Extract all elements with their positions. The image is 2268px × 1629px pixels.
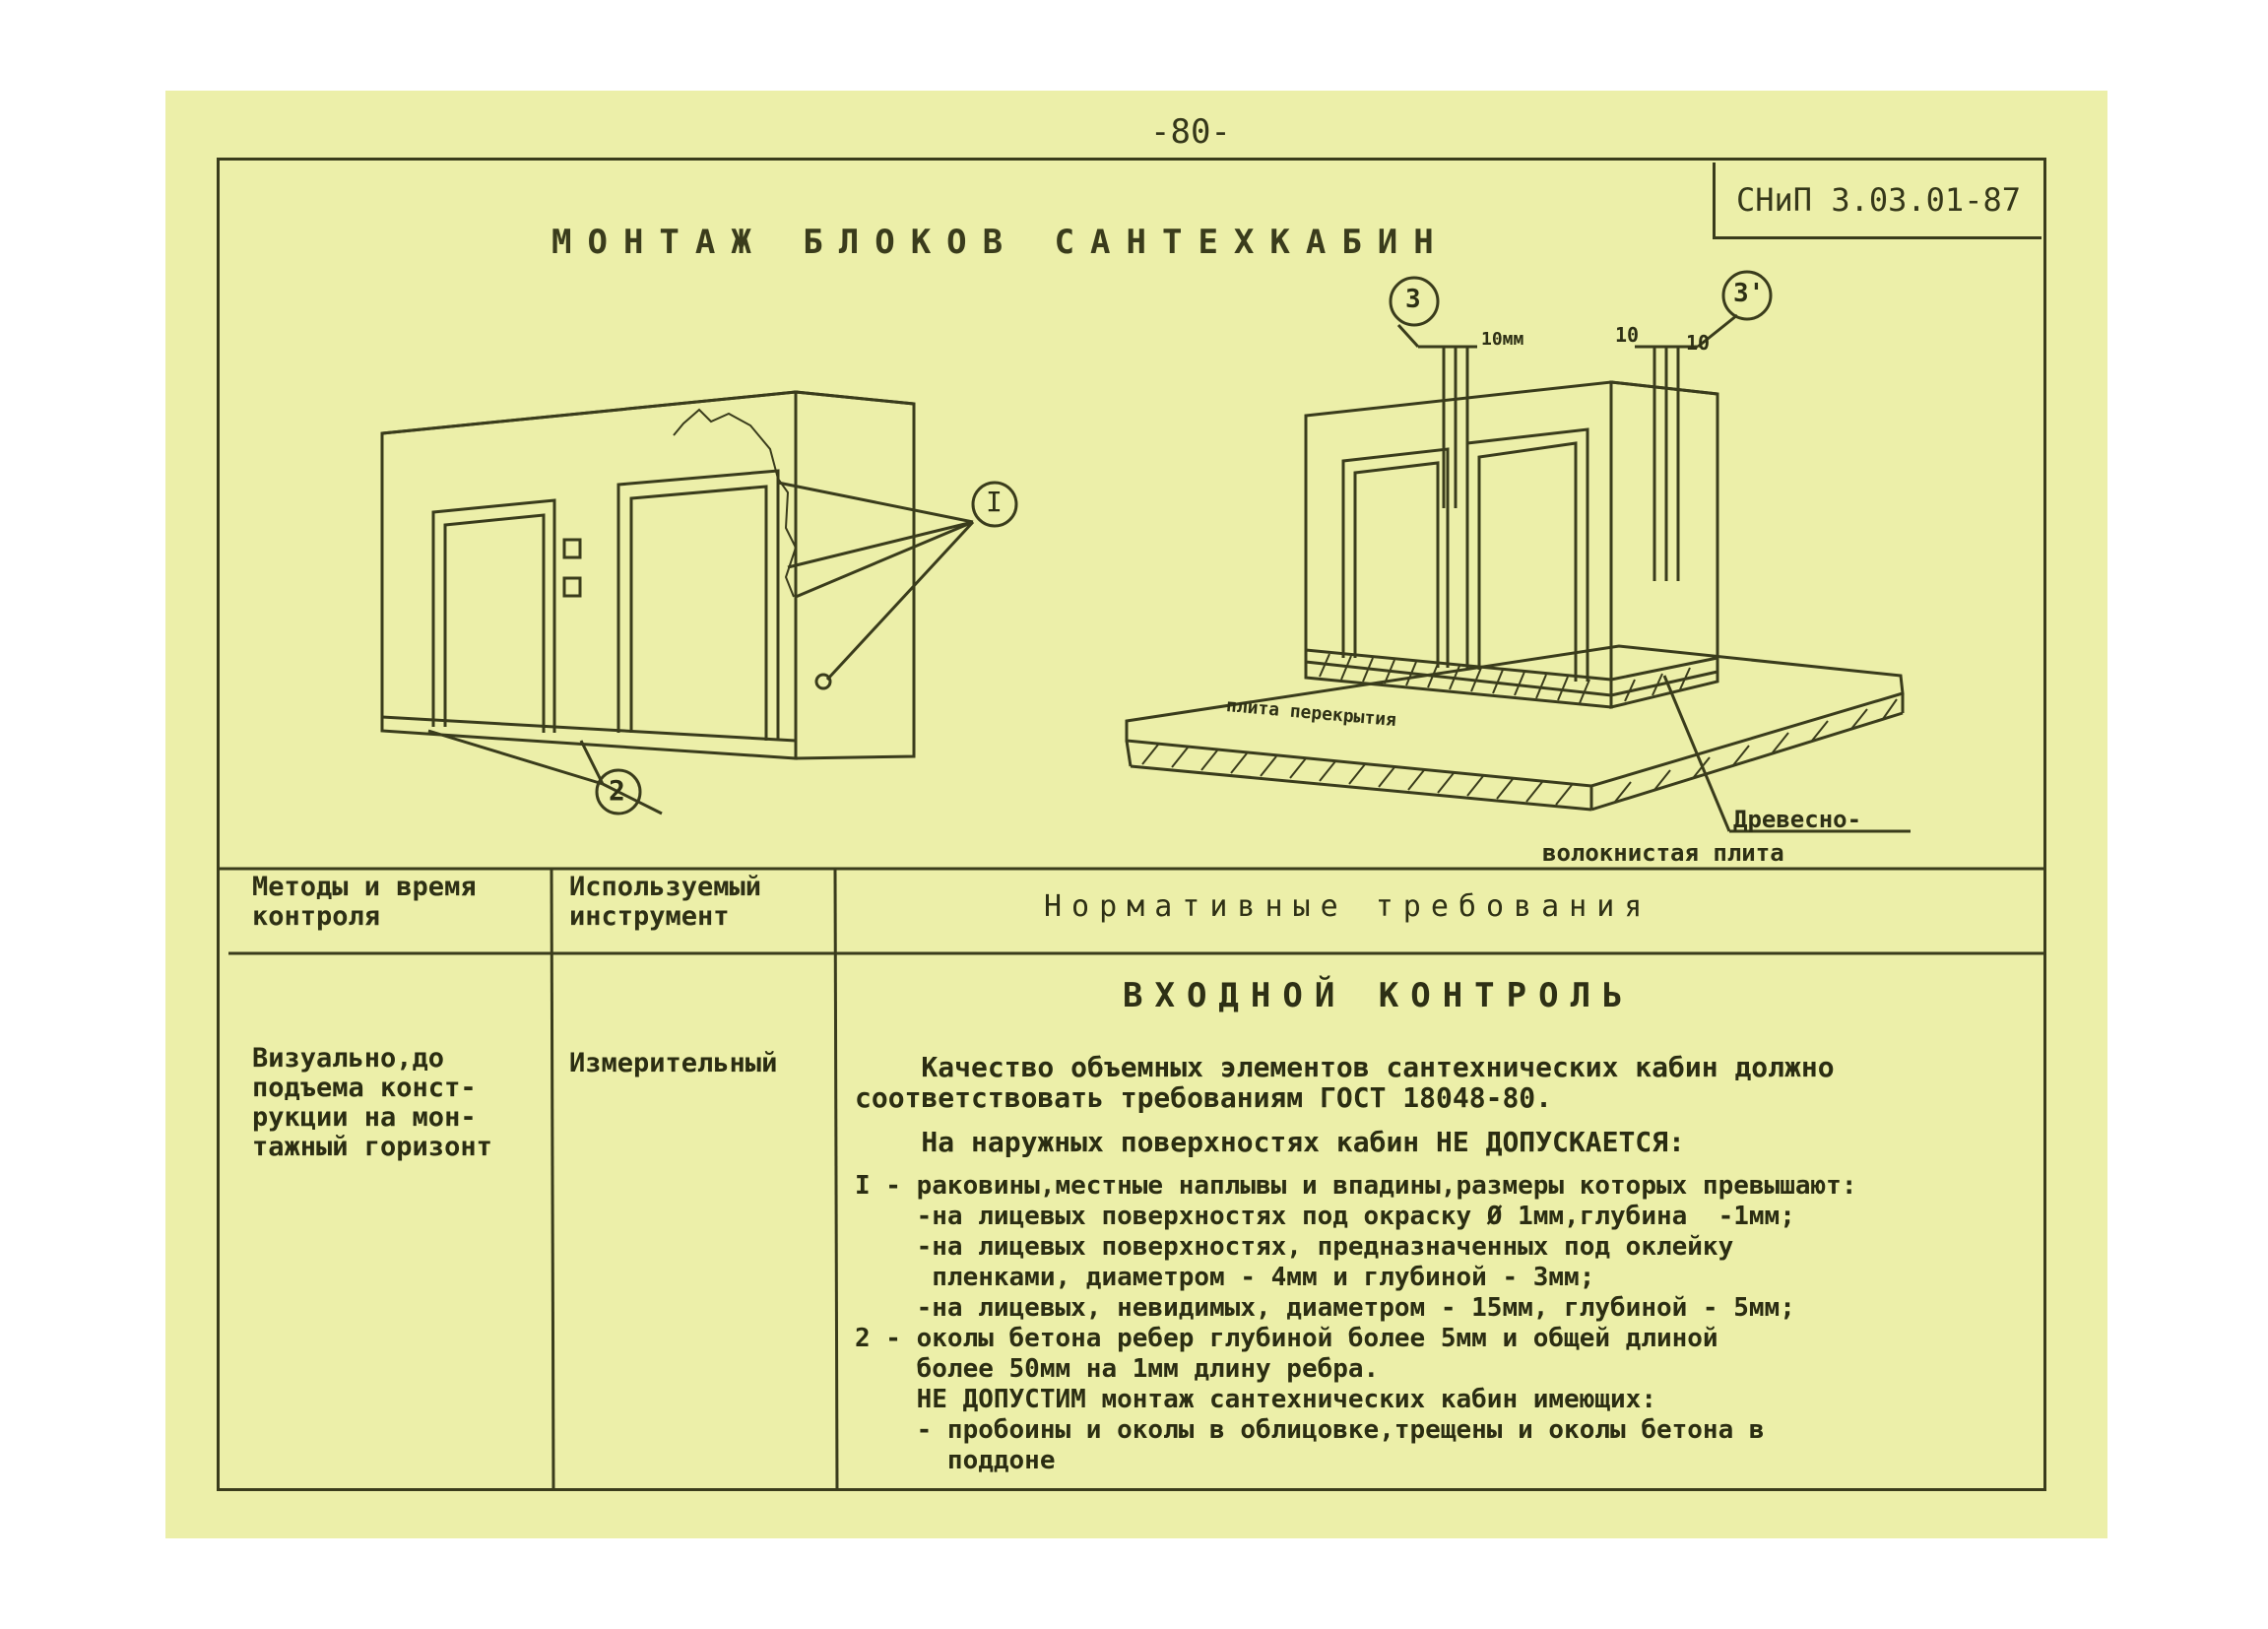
requirement-line: На наружных поверхностях кабин НЕ ДОПУСКАЕТСЯ: xyxy=(855,1126,1685,1158)
requirement-line: Качество объемных элементов сантехнических кабин должно xyxy=(855,1051,1835,1083)
requirements-text xyxy=(855,1052,2037,1476)
requirement-line: -на лицевых поверхностях под окраску Ø 1мм,глубина -1мм; xyxy=(855,1202,1795,1231)
dimension-right-a: 10 xyxy=(1615,323,1640,347)
row-methods-cell: Визуально,до подъема конст- рукции на мон- тажный горизонт xyxy=(252,1043,492,1162)
left-cabin-drawing xyxy=(382,392,973,814)
row-instrument-cell: Измерительный xyxy=(569,1048,778,1078)
requirement-line: -на лицевых, невидимых, диаметром - 15мм, глубиной - 5мм; xyxy=(855,1293,1795,1323)
requirement-line: поддоне xyxy=(855,1446,1056,1475)
page-title: МОНТАЖ БЛОКОВ САНТЕХКАБИН xyxy=(551,223,1450,262)
requirement-line: более 50мм на 1мм длину ребра. xyxy=(855,1354,1380,1384)
callout-3: 3 xyxy=(1405,285,1421,314)
requirement-line: соответствовать требованиям ГОСТ 18048-80. xyxy=(855,1081,1553,1114)
callout-2: 2 xyxy=(609,774,625,807)
fiberboard-label-line1: Древесно- xyxy=(1733,806,1862,833)
document-code: СНиП 3.03.01-87 xyxy=(1713,163,2041,239)
requirement-line: I - раковины,местные наплывы и впадины,размеры которых превышают: xyxy=(855,1171,1857,1201)
requirement-line: НЕ ДОПУСТИМ монтаж сантехнических кабин имеющих: xyxy=(855,1385,1656,1414)
header-instrument: Используемый инструмент xyxy=(569,872,762,932)
dimension-left: 10мм xyxy=(1481,329,1524,350)
requirement-line: 2 - околы бетона ребер глубиной более 5мм и общей длиной xyxy=(855,1324,1718,1353)
dimension-right-b: 10 xyxy=(1686,331,1711,355)
header-methods: Методы и время контроля xyxy=(252,872,477,932)
callout-3-prime: 3' xyxy=(1733,279,1765,308)
requirement-line: -на лицевых поверхностях, предназначенных под оклейку xyxy=(855,1232,1734,1262)
requirement-line: - пробоины и околы в облицовке,трещены и околы бетона в xyxy=(855,1415,1765,1445)
callout-1: I xyxy=(986,486,1003,518)
fiberboard-label-line2: волокнистая плита xyxy=(1542,839,1784,867)
header-requirements: Нормативные требования xyxy=(1044,889,1652,924)
section-title: ВХОДНОЙ КОНТРОЛЬ xyxy=(1123,976,1635,1015)
requirement-line: пленками, диаметром - 4мм и глубиной - 3мм; xyxy=(855,1263,1595,1292)
slab-label: плита перекрытия xyxy=(1225,695,1397,732)
right-cabin-drawing xyxy=(1127,315,1911,831)
page-number: -80- xyxy=(1150,112,1231,152)
